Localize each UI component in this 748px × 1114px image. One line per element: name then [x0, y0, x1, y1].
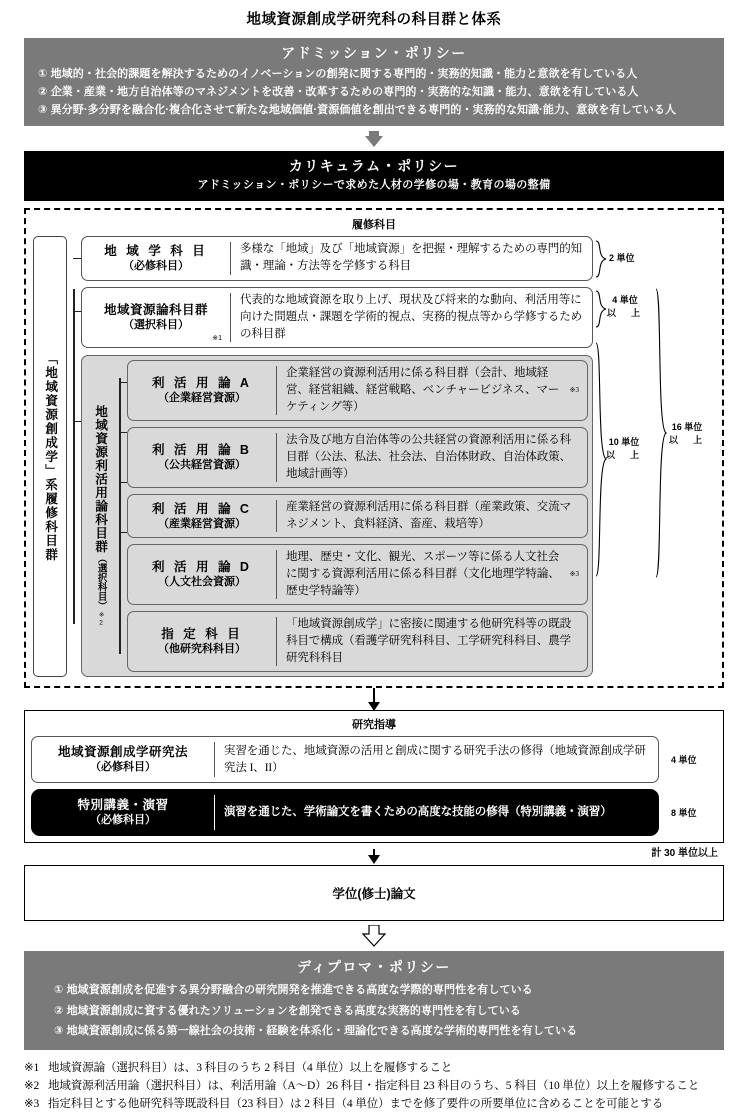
admission-policy-banner — [24, 38, 724, 126]
credit-line-1: 16 単位 — [671, 421, 703, 432]
riyou-subgroup-side-label — [85, 360, 115, 672]
course-card-riyou-b[interactable] — [127, 427, 588, 488]
enrollment-section — [24, 208, 724, 688]
credit-label-kenkyuhou: 4 単位 — [671, 755, 697, 766]
arrow-hollow-icon — [361, 925, 387, 947]
arrow-head-icon — [368, 702, 380, 711]
diploma-policy-banner — [24, 951, 724, 1050]
brace-2-credits-icon — [595, 240, 607, 278]
riyou-subgroup-side-label-text — [93, 405, 106, 628]
course-card-description: 実習を通じた、地域資源の活用と創成に関する研究手法の修得（地域資源創成学研究法 I、II） — [224, 744, 646, 774]
connector-nub — [73, 311, 81, 313]
riyou-subgroup — [81, 355, 593, 677]
course-name-main: 利 活 用 論 B — [152, 443, 252, 457]
riyou-label-main: 地域資源利活用論科目群 — [93, 404, 108, 554]
brace-16-credits-icon — [655, 288, 667, 578]
footnote-text: 指定科目とする他研究科等既設科目（23 科目）は 2 科目（4 単位）までを修了要件の所要単位に含めることを可能とする — [48, 1097, 664, 1110]
riyou-label-mark: ※2 — [97, 610, 105, 628]
credit-line-1: 2 単位 — [609, 252, 635, 263]
brace-4-credits-icon — [595, 290, 607, 328]
admission-policy-item: ① 地域的・社会的課題を解決するためのイノベーションの創発に関する専門的・実務的知識・能力と意欲を有している人 — [38, 68, 638, 80]
course-name-sub: （企業経営資源） — [158, 392, 246, 405]
course-name-main: 地域資源論科目群 — [103, 302, 208, 317]
diploma-policy-item: ① 地域資源創成を促進する異分野融合の研究開発を推進できる高度な学際的専門性を有している — [54, 984, 533, 997]
course-name-sub: （産業経営資源） — [158, 517, 246, 530]
course-card-riyou-d[interactable] — [127, 544, 588, 605]
course-card-chiikishigenron[interactable] — [81, 287, 593, 348]
connector-nub — [73, 421, 81, 423]
research-credit-column — [659, 736, 717, 836]
footnote-mark: ※3 — [24, 1097, 40, 1110]
enrollment-caption: 履修科目 — [352, 218, 396, 231]
enrollment-courses-row — [33, 236, 715, 677]
arrow-degree-to-diploma — [0, 921, 748, 951]
course-card-kenkyuhou[interactable] — [31, 736, 659, 783]
enrollment-side-label — [33, 236, 67, 677]
course-card-tokubetsu[interactable] — [31, 789, 659, 836]
arrow-head-icon — [368, 855, 380, 864]
admission-policy-item: ② 企業・産業・地方自治体等のマネジメントを改善・改革するための専門的・実務的な知識・能力、意欲を有している人 — [38, 85, 639, 98]
credit-label-gakka — [609, 252, 635, 266]
footnote-row — [24, 1078, 724, 1096]
diploma-policy-item: ③ 地域資源創成に係る第一線社会の技術・経験を体系化・理論化できる高度な学術的専門性を有している — [54, 1024, 578, 1037]
diploma-policy-list — [24, 980, 724, 1041]
credit-label-shigen — [607, 294, 643, 321]
connector-spine — [119, 378, 121, 654]
course-card-description — [277, 428, 587, 487]
curriculum-policy-subheading: アドミッション・ポリシーで求めた人材の学修の場・教育の場の整備 — [197, 179, 551, 192]
credit-label-riyou — [606, 436, 642, 463]
inner-credit-braces — [593, 236, 655, 677]
course-name-sub: （選択科目） — [123, 319, 189, 332]
credit-line-2: 以 上 — [669, 435, 706, 446]
credit-label-tokubetsu: 8 単位 — [671, 808, 697, 819]
arrow-admission-to-curriculum — [0, 126, 748, 151]
course-name-sub: （公共経営資源） — [158, 459, 246, 472]
course-card-name — [128, 612, 276, 671]
outer-credit-brace — [655, 236, 715, 677]
footnote-text: 地域資源論（選択科目）は、3 科目のうち 2 科目（4 単位）以上を履修すること — [48, 1062, 453, 1075]
credit-line-1: 10 単位 — [608, 436, 640, 447]
course-name-main: 利 活 用 論 A — [152, 375, 252, 390]
course-card-description — [277, 545, 587, 604]
course-card-description: 代表的な地域資源を取り上げ、現状及び将来的な動向、利活用等に向けた問題点・課題を学術的視点、実務的視点等から学修するための科目群 — [240, 293, 582, 340]
admission-policy-heading: アドミッション・ポリシー — [281, 45, 467, 61]
course-card-description — [277, 361, 587, 420]
course-card-chiikigaku[interactable] — [81, 236, 593, 281]
course-name-sub: （必修科目） — [90, 761, 156, 774]
desc-footnote-mark: ※3 — [569, 570, 579, 579]
diploma-policy-item: ② 地域資源創成に資する優れたソリューションを創発できる高度な実務的専門性を有している — [54, 1004, 521, 1017]
course-card-name — [128, 361, 276, 420]
riyou-label-sub: （選択科目） — [95, 553, 107, 611]
curriculum-policy-banner — [24, 151, 724, 201]
connector-nub — [119, 382, 127, 384]
riyou-connector — [115, 360, 127, 672]
admission-policy-item: ③ 異分野·多分野を融合化·複合化させて新たな地域価値·資源価値を創出できる専門的・実務的な知識·能力、意欲を有している人 — [38, 103, 677, 116]
connector-spine — [73, 289, 75, 624]
arrow-enrollment-to-research — [0, 688, 748, 710]
research-section — [24, 710, 724, 843]
course-card-shitei[interactable] — [127, 611, 588, 672]
course-name-sub: （他研究科科目） — [158, 643, 246, 656]
course-name-footnote-mark: ※1 — [212, 334, 222, 342]
research-caption: 研究指導 — [352, 719, 396, 732]
desc-footnote-mark: ※3 — [569, 386, 579, 395]
course-card-riyou-c[interactable] — [127, 494, 588, 538]
desc-text: 企業経営の資源利活用に係る科目群（会計、地域経営、経営組織、経営戦略、ベンチャービジネス、マーケティング等） — [286, 366, 560, 414]
credit-line-1: 4 単位 — [612, 294, 638, 305]
footnote-row — [24, 1096, 724, 1114]
research-row — [31, 736, 717, 836]
footnote-mark: ※2 — [24, 1080, 40, 1093]
course-name-sub: （必修科目） — [123, 260, 189, 273]
footnotes — [24, 1060, 724, 1113]
enrollment-connector — [67, 236, 81, 677]
course-name-main: 利 活 用 論 C — [152, 501, 252, 516]
course-card-name — [128, 428, 276, 487]
connector-nub — [119, 482, 127, 484]
footnote-mark: ※1 — [24, 1062, 40, 1075]
course-name-main: 指 定 科 目 — [161, 627, 243, 642]
course-name-sub: （人文社会資源） — [158, 576, 246, 589]
course-card-name — [32, 790, 214, 835]
credit-line-2: 以 上 — [606, 450, 643, 461]
course-card-name — [128, 545, 276, 604]
course-card-description — [277, 495, 587, 537]
curriculum-policy-heading: カリキュラム・ポリシー — [288, 158, 460, 175]
course-card-description: 多様な「地域」及び「地域資源」を把握・理解するための専門的知識・理論・方法等を学修する科目 — [240, 243, 582, 273]
desc-text: 産業経営の資源利活用に係る科目群（産業政策、交流マネジメント、食料経済、畜産、栽培等） — [286, 501, 571, 531]
enrollment-course-cards — [81, 236, 593, 677]
course-name-main: 地域資源創成学研究法 — [57, 745, 188, 760]
total-credits-label: 計 30 単位以上 — [651, 848, 718, 860]
arrow-research-to-degree — [0, 849, 748, 865]
course-card-name — [32, 737, 214, 782]
connector-nub — [119, 432, 127, 434]
course-name-main: 利 活 用 論 D — [152, 560, 252, 575]
credit-label-total-group — [669, 421, 705, 448]
course-card-riyou-a[interactable] — [127, 360, 588, 421]
admission-policy-list — [24, 66, 724, 119]
course-name-main: 地 域 学 科 目 — [104, 243, 208, 258]
degree-box: 学位(修士)論文 — [24, 865, 724, 921]
connector-nub — [73, 258, 81, 260]
desc-text: 「地域資源創成学」に密接に関連する他研究科等の既設科目で構成（看護学研究科科目、工学研究科科目、農学研究科科目 — [286, 618, 571, 665]
course-name-sub: （必修科目） — [90, 814, 156, 827]
course-card-name — [82, 237, 230, 280]
course-card-name — [128, 495, 276, 537]
footnote-text: 地域資源利活用論（選択科目）は、利活用論（A〜D）26 科目・指定科目 23 科目のうち、5 科目（10 単位）以上を履修すること — [48, 1080, 700, 1093]
diploma-policy-heading: ディプロマ・ポリシー — [297, 959, 451, 976]
riyou-subgroup-cards — [127, 360, 588, 672]
credit-line-2: 以 上 — [607, 308, 644, 319]
course-card-description — [277, 612, 587, 671]
desc-text: 地理、歴史・文化、観光、スポーツ等に係る人文社会に関する資源利活用に係る科目群（文化地理学特論、歴史学特論等） — [286, 551, 560, 598]
page-title: 地域資源創成学研究科の科目群と体系 — [246, 12, 502, 28]
connector-nub — [119, 532, 127, 534]
course-card-name — [82, 288, 230, 347]
arrow-head-icon — [365, 136, 383, 147]
enrollment-side-label-text: 「地域資源創成学」系履修科目群 — [43, 351, 58, 562]
course-name-main: 特別講義・演習 — [77, 798, 169, 813]
desc-text: 法令及び地方自治体等の公共経営の資源利活用に係る科目群（公法、私法、社会法、自治体財政、自治体政策、地域計画等） — [286, 434, 571, 481]
course-card-description: 演習を通じた、学術論文を書くための高度な技能の修得（特別講義・演習） — [224, 806, 612, 819]
footnote-row — [24, 1060, 724, 1078]
